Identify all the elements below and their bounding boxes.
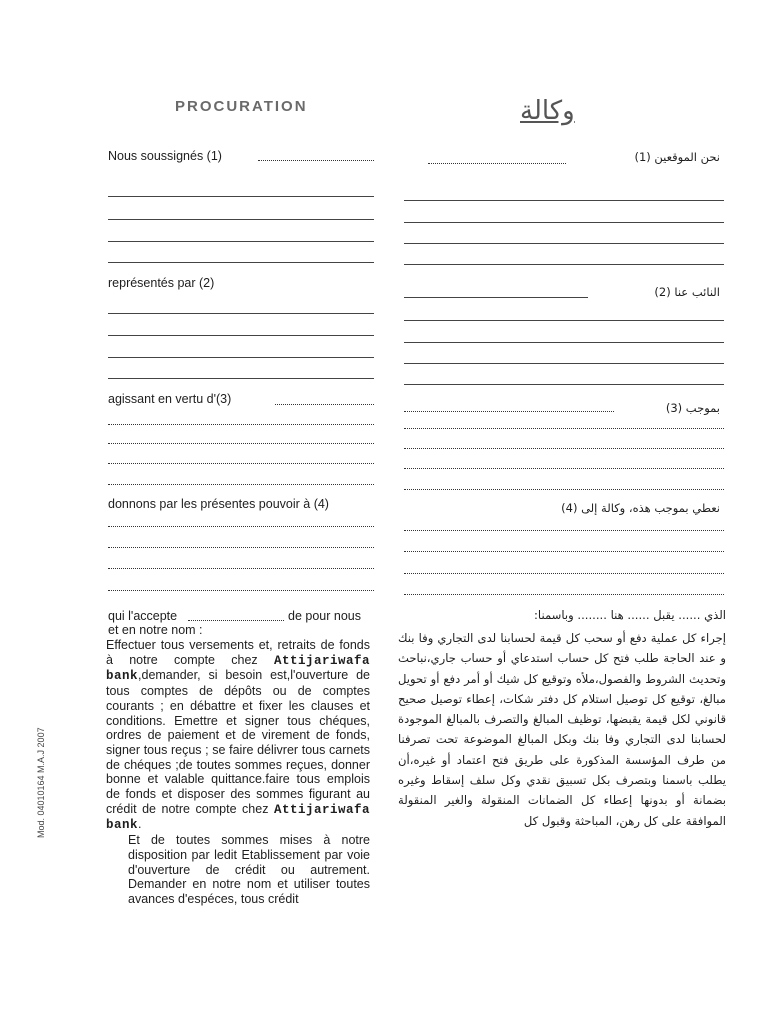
dotted-line [404,468,724,469]
dotted-line [108,590,374,591]
body-french [106,638,370,907]
blank-line [404,320,724,321]
dotted-line [275,404,374,405]
dotted-line [404,594,724,595]
label-soussignes: Nous soussignés (1) [108,149,222,163]
label-nuti: نعطي بموجب هذه، وكالة إلى (4) [561,501,720,515]
body-fr-p1b: ,demander, si besoin est,l'ouverture de tous comptes de dépôts ou de comptes courants ; en débattre et fixer les clauses et conditions. Emettre et signer tous chéques, ordres de paiement et de virement de fonds, signer tous reçus ; se faire délivrer tous carnets de chéques ;de toutes sommes reçues, donner bonne et valable quittance.faire tous emplois de fonds et disposer des sommes figurant au crédit de notre compte chez [106,668,370,816]
dotted-line [404,428,724,429]
body-fr-p1c: . [138,817,142,832]
blank-line [404,363,724,364]
title-arabic: وكالة [520,96,575,126]
blank-line [404,297,588,298]
label-bimujib: بموجب (3) [665,401,720,415]
blank-line [404,264,724,265]
label-donnons: donnons par les présentes pouvoir à (4) [108,497,329,511]
blank-line [108,357,374,358]
blank-line [404,200,724,201]
dotted-line [108,547,374,548]
blank-line [108,196,374,197]
dotted-line [404,573,724,574]
dotted-line [258,160,374,161]
body-arabic: إجراء كل عملية دفع أو سحب كل قيمة لحسابنا لدى التجاري وفا بنك و عند الحاجة طلب فتح كل حساب استدعاي أو حساب جاري،نباحث وتحديث الشروط والفصول،ملأه وتوقيع كل شيك أو أمر دفع أو تحويل مبالغ، توقيع كل توصيل استلام كل دفتر شكات، إعطاء توصيل صحيح قانوني لكل قيمة يقبضها، توظيف المبالغ والتصرف بالمبالغ الموجودة لحسابنا لدى التجاري وفا بنك وبكل المبالغ الموضوعة تحت تصرفنا من طرف المؤسسة المذكورة على طريق فتح اعتماد أو غيره،أن يطلب باسمنا وبتصرف بكل تسبيق نقدي وكل سلف إسقاط وغيره بضمانة أو بدونها إعطاء كل الضمانات المنقولة والغير المنقولة الموافقة على كل رهن، المباحثة وقبول كل [398,631,726,828]
bank-name: Attijariwafa bank [106,653,370,684]
title-french: PROCURATION [175,98,308,115]
dotted-line [404,530,724,531]
blank-line [108,241,374,242]
dotted-line [108,463,374,464]
blank-line [108,378,374,379]
dotted-line [108,484,374,485]
blank-line [108,219,374,220]
body-fr-p2: Et de toutes sommes mises à notre disposition par ledit Etablissement par voie d'ouverture de crédit ou autrement. Demander en notre nom et utiliser toutes avances d'espéces, tous crédit [128,833,370,906]
blank-line [404,243,724,244]
blank-line [108,313,374,314]
blank-line [108,335,374,336]
dotted-line [108,443,374,444]
dotted-line [428,163,566,164]
blank-line [404,384,724,385]
label-muwaqqi: نحن الموقعين (1) [634,150,720,164]
dotted-line [108,526,374,527]
bank-name: Attijariwafa bank [106,802,370,833]
blank-line [108,262,374,263]
dotted-line [404,411,614,412]
blank-line [404,342,724,343]
label-naib: النائب عنا (2) [654,285,720,299]
label-accepte: qui l'accepte [108,609,178,623]
model-reference: Mod. 04010164 M.A.J 2007 [36,727,46,838]
dotted-line [108,424,374,425]
label-notre-nom: et en notre nom : [108,623,203,637]
dotted-line [188,620,284,621]
dotted-line [404,448,724,449]
body-ar-first-line: الذي ...... يقبل ...... هنا ........ وباسمنا: [534,608,726,622]
dotted-line [404,551,724,552]
label-representes: représentés par (2) [108,276,215,290]
dotted-line [108,568,374,569]
body-fr-p1a: Effectuer tous versements et, retraits de fonds à notre compte chez [106,638,370,667]
dotted-line [404,489,724,490]
label-agissant: agissant en vertu d'(3) [108,392,232,406]
label-accepte-suite: de pour nous [288,609,361,623]
blank-line [404,222,724,223]
